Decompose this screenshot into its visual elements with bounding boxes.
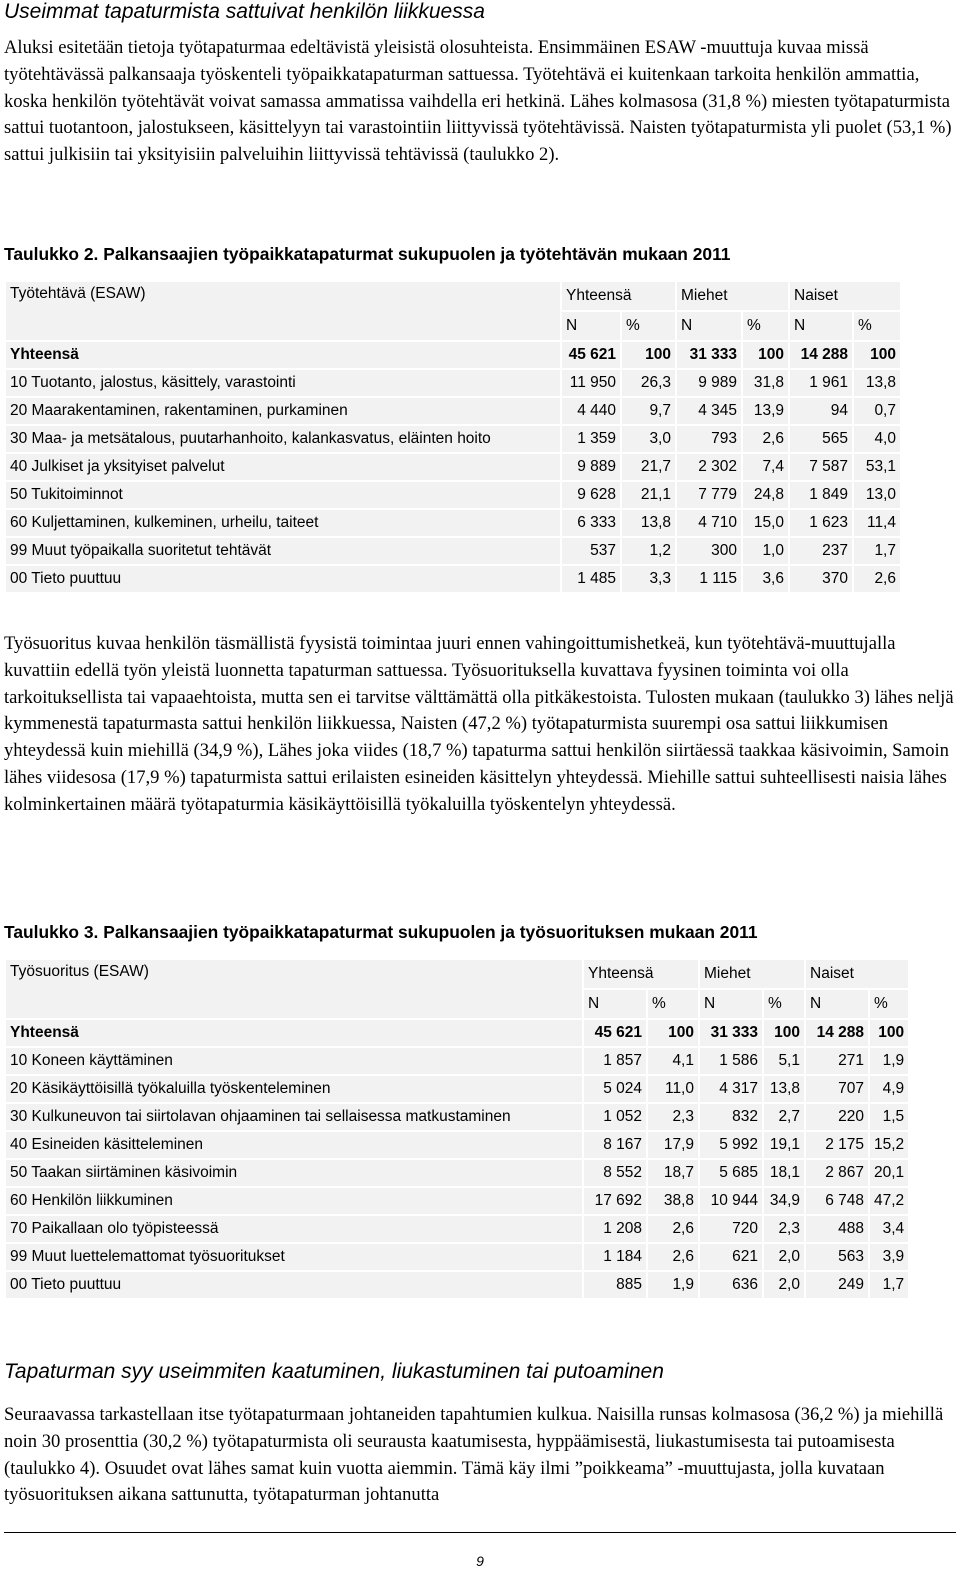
table-cell: 18,7 <box>647 1159 699 1187</box>
table2-body <box>5 341 901 593</box>
table-cell: 1,9 <box>869 1047 909 1075</box>
table-cell: 100 <box>869 1019 909 1047</box>
sub-header: % <box>621 311 676 341</box>
table-cell: 15,0 <box>742 509 789 537</box>
table-cell: 100 <box>763 1019 805 1047</box>
table-cell: 4 440 <box>561 397 621 425</box>
sub-header: % <box>763 989 805 1019</box>
table-cell: 3,4 <box>869 1215 909 1243</box>
table-cell: 565 <box>789 425 853 453</box>
table-row <box>5 1187 909 1215</box>
table-cell: 11,0 <box>647 1075 699 1103</box>
row-label: Yhteensä <box>5 341 561 369</box>
row-label: 50 Tukitoiminnot <box>5 481 561 509</box>
table-cell: 6 333 <box>561 509 621 537</box>
table-cell: 14 288 <box>805 1019 869 1047</box>
sub-header: N <box>805 989 869 1019</box>
table3-caption: Taulukko 3. Palkansaajien työpaikkatapaturmat sukupuolen ja työsuorituksen mukaan 2011 <box>4 922 758 942</box>
table-cell: 1 184 <box>583 1243 647 1271</box>
table-cell: 5,1 <box>763 1047 805 1075</box>
table-cell: 6 748 <box>805 1187 869 1215</box>
group-header: Naiset <box>805 959 909 989</box>
table-cell: 1 052 <box>583 1103 647 1131</box>
table-cell: 31,8 <box>742 369 789 397</box>
table-cell: 24,8 <box>742 481 789 509</box>
table-cell: 13,0 <box>853 481 901 509</box>
section-heading-2: Tapaturman syy useimmiten kaatuminen, liukastuminen tai putoaminen <box>4 1360 664 1383</box>
table-cell: 4 317 <box>699 1075 763 1103</box>
table-cell: 4,0 <box>853 425 901 453</box>
table-row <box>5 565 901 593</box>
row-label: 30 Kulkuneuvon tai siirtolavan ohjaaminen tai sellaisessa matkustaminen <box>5 1103 583 1131</box>
row-label: 99 Muut luettelemattomat työsuoritukset <box>5 1243 583 1271</box>
table-cell: 13,9 <box>742 397 789 425</box>
closing-paragraph: Seuraavassa tarkastellaan itse työtapaturmaan johtaneiden tapahtumien kulkua. Naisilla runsas kolmasosa (36,2 %) ja miehillä noin 30 prosenttia (30,2 %) työtapaturmista oli seurausta kaatumisesta, hyppäämisestä, liukastumisesta tai putoamisesta (taulukko 4). Osuudet ovat lähes samat kuin vuotta aiemmin. Tämä käy ilmi ”poikkeama” -muuttujasta, jolla kuvataan työsuorituksen aikana sattunutta, työtapaturman johtanutta <box>4 1404 944 1506</box>
table-cell: 2,6 <box>647 1243 699 1271</box>
table-cell: 563 <box>805 1243 869 1271</box>
table-cell: 4,9 <box>869 1075 909 1103</box>
table-cell: 1,2 <box>621 537 676 565</box>
table-cell: 9,7 <box>621 397 676 425</box>
table-row <box>5 1243 909 1271</box>
group-header: Yhteensä <box>561 281 676 311</box>
table-cell: 2,3 <box>647 1103 699 1131</box>
table-header-row <box>5 281 901 311</box>
table-cell: 45 621 <box>583 1019 647 1047</box>
table-cell: 793 <box>676 425 742 453</box>
intro-paragraph: Aluksi esitetään tietoja työtapaturmaa edeltävistä yleisistä olosuhteista. Ensimmäinen ESAW -muuttuja kuvaa missä työtehtävässä palkansaaja työskenteli työpaikkatapaturman sattuessa. Työtehtävä ei kuitenkaan tarkoita henkilön ammattia, koska henkilön työtehtävät voivat samassa ammatissa vaihdella eri hetkinä. Lähes kolmasosa (31,8 %) miesten työtapaturmista sattui tuotantoon, jalostukseen, käsittelyyn tai varastointiin liittyvissä työtehtävissä. Naisten työtapaturmista yli puolet (53,1 %) sattui julkisiin tai yksityisiin palveluihin liittyvissä tehtävissä (taulukko 2). <box>4 37 952 166</box>
table-cell: 1,7 <box>869 1271 909 1299</box>
row-label: 60 Henkilön liikkuminen <box>5 1187 583 1215</box>
table-cell: 21,7 <box>621 453 676 481</box>
table-cell: 4,1 <box>647 1047 699 1075</box>
table-row <box>5 509 901 537</box>
table-row <box>5 369 901 397</box>
table-cell: 13,8 <box>853 369 901 397</box>
table-cell: 17 692 <box>583 1187 647 1215</box>
sub-header: % <box>869 989 909 1019</box>
row-label: 40 Julkiset ja yksityiset palvelut <box>5 453 561 481</box>
table-cell: 2,3 <box>763 1215 805 1243</box>
table-row <box>5 453 901 481</box>
table-cell: 370 <box>789 565 853 593</box>
table-cell: 1 849 <box>789 481 853 509</box>
table-row <box>5 1075 909 1103</box>
table-cell: 7,4 <box>742 453 789 481</box>
table-cell: 3,3 <box>621 565 676 593</box>
table-row <box>5 481 901 509</box>
table-cell: 707 <box>805 1075 869 1103</box>
table3 <box>4 958 910 1300</box>
table-cell: 720 <box>699 1215 763 1243</box>
table-row <box>5 397 901 425</box>
table2 <box>4 280 902 594</box>
column-header: Työtehtävä (ESAW) <box>5 281 561 341</box>
row-label: 20 Käsikäyttöisillä työkaluilla työskenteleminen <box>5 1075 583 1103</box>
table-cell: 1 961 <box>789 369 853 397</box>
table-cell: 249 <box>805 1271 869 1299</box>
table-cell: 1 586 <box>699 1047 763 1075</box>
table-cell: 18,1 <box>763 1159 805 1187</box>
table-cell: 300 <box>676 537 742 565</box>
table2-caption: Taulukko 2. Palkansaajien työpaikkatapaturmat sukupuolen ja työtehtävän mukaan 2011 <box>4 244 731 264</box>
table-cell: 7 779 <box>676 481 742 509</box>
table-row <box>5 537 901 565</box>
table-cell: 621 <box>699 1243 763 1271</box>
table-cell: 53,1 <box>853 453 901 481</box>
table-cell: 1 857 <box>583 1047 647 1075</box>
row-label: 00 Tieto puuttuu <box>5 1271 583 1299</box>
row-label: 70 Paikallaan olo työpisteessä <box>5 1215 583 1243</box>
table-cell: 2 175 <box>805 1131 869 1159</box>
table-cell: 10 944 <box>699 1187 763 1215</box>
table-cell: 14 288 <box>789 341 853 369</box>
table-cell: 8 552 <box>583 1159 647 1187</box>
column-header: Työsuoritus (ESAW) <box>5 959 583 1019</box>
page-number: 9 <box>476 1553 484 1569</box>
table-row <box>5 1047 909 1075</box>
sub-header: N <box>676 311 742 341</box>
table-row <box>5 425 901 453</box>
table-cell: 1 115 <box>676 565 742 593</box>
body-paragraph: Työsuoritus kuvaa henkilön täsmällistä fyysistä toimintaa juuri ennen vahingoittumishetkeä, kun työtehtävä-muuttujalla kuvattiin edellä työn yleistä luonnetta tapaturman sattuessa. Työsuorituksella kuvattava fyysinen toiminta voi olla tarkoituksellista tai vapaaehtoista, mutta sen ei tarvitse välttämättä olla pitkäkestoista. Tulosten mukaan (taulukko 3) lähes neljä kymmenestä tapaturmasta sattui henkilön liikkuessa, Naisten (47,2 %) työtapaturmista suurempi osa sattui liikkumisen yhteydessä kuin miehillä (34,9 %), Lähes joka viides (18,7 %) tapaturma sattui henkilön siirtäessä taakkaa käsivoimin, Samoin lähes viidesosa (17,9 %) tapaturmista sattui erilaisten esineiden käsittelyn yhteydessä. Miehille sattui suhteellisesti naisia lähes kolminkertainen määrä työtapaturmia käsikäyttöisillä työkaluilla työskentelyn yhteydessä. <box>4 633 954 815</box>
table-cell: 1 623 <box>789 509 853 537</box>
table-row <box>5 1215 909 1243</box>
table-cell: 11 950 <box>561 369 621 397</box>
table-cell: 9 889 <box>561 453 621 481</box>
group-header: Naiset <box>789 281 901 311</box>
table-cell: 2,7 <box>763 1103 805 1131</box>
group-header: Miehet <box>676 281 789 311</box>
table-cell: 1,0 <box>742 537 789 565</box>
row-label: 50 Taakan siirtäminen käsivoimin <box>5 1159 583 1187</box>
table-cell: 1,7 <box>853 537 901 565</box>
table-cell: 488 <box>805 1215 869 1243</box>
table-cell: 13,8 <box>763 1075 805 1103</box>
table-cell: 220 <box>805 1103 869 1131</box>
table-total-row <box>5 341 901 369</box>
table-cell: 4 710 <box>676 509 742 537</box>
table-cell: 15,2 <box>869 1131 909 1159</box>
table-cell: 100 <box>853 341 901 369</box>
table-cell: 2,6 <box>742 425 789 453</box>
table-cell: 9 989 <box>676 369 742 397</box>
sub-header: % <box>647 989 699 1019</box>
table-cell: 31 333 <box>699 1019 763 1047</box>
table-cell: 47,2 <box>869 1187 909 1215</box>
row-label: 00 Tieto puuttuu <box>5 565 561 593</box>
table-cell: 5 992 <box>699 1131 763 1159</box>
table-cell: 271 <box>805 1047 869 1075</box>
table-cell: 3,9 <box>869 1243 909 1271</box>
table3-body <box>5 1019 909 1299</box>
row-label: 10 Tuotanto, jalostus, käsittely, varastointi <box>5 369 561 397</box>
table-cell: 17,9 <box>647 1131 699 1159</box>
table-cell: 2 302 <box>676 453 742 481</box>
table-cell: 11,4 <box>853 509 901 537</box>
table-cell: 38,8 <box>647 1187 699 1215</box>
table-cell: 5 685 <box>699 1159 763 1187</box>
row-label: 30 Maa- ja metsätalous, puutarhanhoito, kalankasvatus, eläinten hoito <box>5 425 561 453</box>
table-cell: 21,1 <box>621 481 676 509</box>
table-cell: 100 <box>647 1019 699 1047</box>
table-cell: 1 485 <box>561 565 621 593</box>
table-cell: 100 <box>621 341 676 369</box>
table-cell: 1 359 <box>561 425 621 453</box>
table-cell: 94 <box>789 397 853 425</box>
row-label: Yhteensä <box>5 1019 583 1047</box>
footer-divider <box>4 1532 956 1533</box>
table-cell: 2,6 <box>647 1215 699 1243</box>
table-cell: 832 <box>699 1103 763 1131</box>
table-row <box>5 1103 909 1131</box>
group-header: Miehet <box>699 959 805 989</box>
table-cell: 4 345 <box>676 397 742 425</box>
table-cell: 45 621 <box>561 341 621 369</box>
table-cell: 1 208 <box>583 1215 647 1243</box>
table-cell: 0,7 <box>853 397 901 425</box>
table-row <box>5 1131 909 1159</box>
table-cell: 2,6 <box>853 565 901 593</box>
table-cell: 9 628 <box>561 481 621 509</box>
sub-header: N <box>789 311 853 341</box>
table-cell: 7 587 <box>789 453 853 481</box>
table-cell: 19,1 <box>763 1131 805 1159</box>
sub-header: % <box>853 311 901 341</box>
table-cell: 1,9 <box>647 1271 699 1299</box>
table-row <box>5 1271 909 1299</box>
row-label: 10 Koneen käyttäminen <box>5 1047 583 1075</box>
table-cell: 2 867 <box>805 1159 869 1187</box>
table-cell: 1,5 <box>869 1103 909 1131</box>
table-cell: 5 024 <box>583 1075 647 1103</box>
table-cell: 26,3 <box>621 369 676 397</box>
row-label: 20 Maarakentaminen, rakentaminen, purkaminen <box>5 397 561 425</box>
sub-header: % <box>742 311 789 341</box>
table-cell: 237 <box>789 537 853 565</box>
table-cell: 636 <box>699 1271 763 1299</box>
table-cell: 100 <box>742 341 789 369</box>
table-cell: 20,1 <box>869 1159 909 1187</box>
table-cell: 8 167 <box>583 1131 647 1159</box>
table-cell: 885 <box>583 1271 647 1299</box>
row-label: 60 Kuljettaminen, kulkeminen, urheilu, taiteet <box>5 509 561 537</box>
table-cell: 34,9 <box>763 1187 805 1215</box>
table-cell: 537 <box>561 537 621 565</box>
table-cell: 2,0 <box>763 1271 805 1299</box>
sub-header: N <box>699 989 763 1019</box>
section-heading-1: Useimmat tapaturmista sattuivat henkilön liikkuessa <box>4 0 485 23</box>
row-label: 99 Muut työpaikalla suoritetut tehtävät <box>5 537 561 565</box>
sub-header: N <box>583 989 647 1019</box>
row-label: 40 Esineiden käsitteleminen <box>5 1131 583 1159</box>
table-cell: 3,0 <box>621 425 676 453</box>
table-header-row <box>5 959 909 989</box>
table-row <box>5 1159 909 1187</box>
table-cell: 3,6 <box>742 565 789 593</box>
table-cell: 13,8 <box>621 509 676 537</box>
table-cell: 31 333 <box>676 341 742 369</box>
table-total-row <box>5 1019 909 1047</box>
table-cell: 2,0 <box>763 1243 805 1271</box>
group-header: Yhteensä <box>583 959 699 989</box>
sub-header: N <box>561 311 621 341</box>
